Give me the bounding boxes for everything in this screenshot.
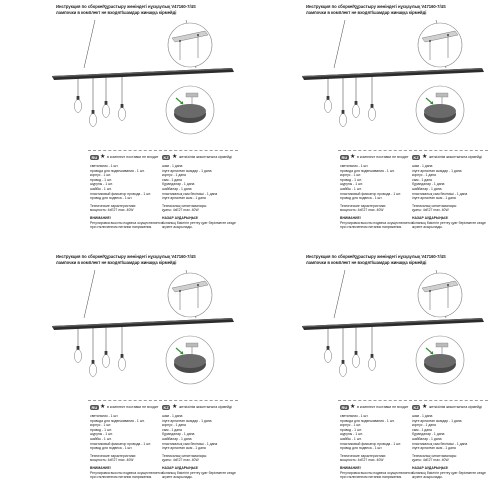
ru-tech-value: мощность: 4xE27 max. 40W xyxy=(90,458,134,463)
kz-tech-value: қуаты: 4xE27 max. 40W xyxy=(412,458,449,463)
kz-item: шам - 1 дана xyxy=(412,164,433,168)
kz-column xyxy=(162,164,236,230)
bulb-4 xyxy=(118,108,125,121)
kz-item: шам - 1 дана xyxy=(162,164,183,168)
kz-badge: KZ xyxy=(413,155,419,160)
ru-tech-label: Технические характеристики: xyxy=(340,453,387,458)
bulb-4 xyxy=(368,358,375,371)
kz-items-list xyxy=(412,414,486,451)
kz-column xyxy=(412,414,486,480)
ru-item: провода для подвешивания - 1 шт. xyxy=(340,418,395,423)
kz-warning-label: НАЗАР АУДАРЫҢЫЗ! xyxy=(412,465,449,470)
kz-legend: жеткізілім жиынтығына кірмейді xyxy=(429,155,482,159)
star-icon: ★ xyxy=(350,154,356,160)
kz-warning-line-2: жүзеге асырылады. xyxy=(162,225,193,230)
ru-tech-value: мощность: 4xE27 max. 40W xyxy=(340,458,384,463)
ru-item: шурупы - 1 шт. xyxy=(340,432,363,437)
ru-items-list xyxy=(340,164,413,201)
ru-item: корпус - 1 шт. xyxy=(340,173,362,178)
kz-badge: KZ xyxy=(163,155,169,160)
ru-warning-line-1: Регулировка высоты подвеса осуществляется xyxy=(340,220,413,225)
kz-item: ілуге арналған сымдар - 1 дана xyxy=(162,168,212,173)
ru-item: провод - 1 шт. xyxy=(340,427,362,432)
kz-warning-line-1: Аспаның биіктігін реттеу қуат берілмеген кезде xyxy=(412,220,486,225)
ru-tech-label: Технические характеристики: xyxy=(90,203,137,208)
kz-item: корпус - 1 дана xyxy=(412,173,436,178)
sheet-subtitle: лампочки в комплект не входят/шамдар жинаққа кірмейді xyxy=(56,260,177,265)
ru-item: провода для подвешивания - 1 шт. xyxy=(90,168,145,173)
kz-item: ілуге арналған сым - 1 дана xyxy=(412,446,456,451)
kz-item: шам - 1 дана xyxy=(162,414,183,418)
star-icon: ★ xyxy=(172,154,178,160)
kz-warning-line-2: жүзеге асырылады. xyxy=(412,475,443,480)
kz-legend: жеткізілім жиынтығына кірмейді xyxy=(429,405,482,409)
ru-warning-line-1: Регулировка высоты подвеса осуществляется xyxy=(340,470,413,475)
ru-warning-line-2: при отключенном питании напряжения. xyxy=(340,225,403,230)
ru-item: шайбы - 1 шт. xyxy=(90,436,112,441)
ru-item: пластиковый фиксатор провода - 1 шт. xyxy=(340,191,401,196)
star-icon: ★ xyxy=(422,154,428,160)
bulb-2 xyxy=(339,114,346,127)
ru-warning-label: ВНИМАНИЕ! xyxy=(90,215,111,220)
ru-item: провод для подвеса - 1 шт. xyxy=(90,196,133,201)
ru-item: провода для подвешивания - 1 шт. xyxy=(90,418,145,423)
ru-item: светильник - 1 шт. xyxy=(90,164,119,168)
kz-column xyxy=(162,414,236,480)
kz-warning-line-1: Аспаның биіктігін реттеу қуат берілмеген кезде xyxy=(162,470,236,475)
kz-warning-line-2: жүзеге асырылады. xyxy=(412,225,443,230)
kz-tech-label: Техникалық сипаттамалары: xyxy=(162,453,207,458)
ru-item: шайбы - 1 шт. xyxy=(340,436,362,441)
kz-item: бұрандалар - 1 дана xyxy=(162,182,195,187)
sheet-title: Инструкция по сборке/Құрастыру жөніндегі нұсқаулық V47160-7/4S xyxy=(56,4,196,9)
kz-item: бұрандалар - 1 дана xyxy=(412,432,445,437)
kz-item: сым - 1 дана xyxy=(412,427,432,432)
kz-item: шайбалар - 1 дана xyxy=(162,436,192,441)
bulb-3 xyxy=(102,105,109,118)
kz-warning-label: НАЗАР АУДАРЫҢЫЗ! xyxy=(162,465,199,470)
sheet-subtitle: лампочки в комплект не входят/шамдар жинаққа кірмейді xyxy=(306,260,427,265)
ru-item: корпус - 1 шт. xyxy=(90,173,112,178)
ru-item: пластиковый фиксатор провода - 1 шт. xyxy=(90,191,151,196)
kz-items-list xyxy=(412,164,486,201)
kz-warning-label: НАЗАР АУДАРЫҢЫЗ! xyxy=(162,215,199,220)
ru-warning-line-1: Регулировка высоты подвеса осуществляется xyxy=(90,220,163,225)
divider xyxy=(88,400,238,401)
bulb-1 xyxy=(324,350,331,363)
kz-tech-value: қуаты: 4xE27 max. 40W xyxy=(412,208,449,213)
mount-detail-circle xyxy=(418,273,462,317)
kz-item: шам - 1 дана xyxy=(412,414,433,418)
ru-item: шайбы - 1 шт. xyxy=(340,186,362,191)
kz-item: бұрандалар - 1 дана xyxy=(412,182,445,187)
bulb-3 xyxy=(102,355,109,368)
divider xyxy=(338,400,488,401)
bulb-2 xyxy=(89,364,96,377)
instruction-sheet xyxy=(0,0,250,250)
ru-item: светильник - 1 шт. xyxy=(340,164,369,168)
instruction-sheet xyxy=(250,250,500,500)
ru-item: пластиковый фиксатор провода - 1 шт. xyxy=(340,441,401,446)
star-icon: ★ xyxy=(100,404,106,410)
bulb-4 xyxy=(118,358,125,371)
ru-item: пластиковый фиксатор провода - 1 шт. xyxy=(90,441,151,446)
kz-item: пластикалық сым бекіткіші - 1 дана xyxy=(162,191,218,196)
kz-tech-label: Техникалық сипаттамалары: xyxy=(412,203,457,208)
ru-legend: в комплект поставки не входит xyxy=(357,405,409,409)
ru-column xyxy=(90,164,163,230)
star-icon: ★ xyxy=(422,404,428,410)
ru-item: корпус - 1 шт. xyxy=(90,423,112,428)
ru-warning-line-1: Регулировка высоты подвеса осуществляется xyxy=(90,470,163,475)
kz-tech-value: қуаты: 4xE27 max. 40W xyxy=(162,458,199,463)
kz-item: ілуге арналған сымдар - 1 дана xyxy=(412,168,462,173)
kz-item: сым - 1 дана xyxy=(412,177,432,182)
bulb-3 xyxy=(352,105,359,118)
bulb-2 xyxy=(339,364,346,377)
kz-item: сым - 1 дана xyxy=(162,427,182,432)
ru-badge: RU xyxy=(341,405,348,410)
kz-item: корпус - 1 дана xyxy=(162,423,186,428)
ru-column xyxy=(340,164,413,230)
kz-item: шайбалар - 1 дана xyxy=(412,436,442,441)
kz-warning-line-1: Аспаның биіктігін реттеу қуат берілмеген кезде xyxy=(162,220,236,225)
kz-item: пластикалық сым бекіткіші - 1 дана xyxy=(162,441,218,446)
star-icon: ★ xyxy=(172,404,178,410)
ru-legend: в комплект поставки не входит xyxy=(357,155,409,159)
sheet-subtitle: лампочки в комплект не входят/шамдар жинаққа кірмейді xyxy=(56,10,177,15)
kz-warning-label: НАЗАР АУДАРЫҢЫЗ! xyxy=(412,215,449,220)
ru-warning-line-2: при отключенном питании напряжения. xyxy=(90,475,153,480)
bulb-4 xyxy=(368,108,375,121)
ru-item: провод - 1 шт. xyxy=(90,427,112,432)
ru-items-list xyxy=(90,414,163,451)
ru-item: провод для подвеса - 1 шт. xyxy=(340,446,383,451)
ru-item: провода для подвешивания - 1 шт. xyxy=(340,168,395,173)
ru-item: провод - 1 шт. xyxy=(90,177,112,182)
ru-item: светильник - 1 шт. xyxy=(340,414,369,418)
ru-tech-label: Технические характеристики: xyxy=(90,453,137,458)
instruction-sheet xyxy=(250,0,500,250)
sheet-title: Инструкция по сборке/Құрастыру жөніндегі нұсқаулық V47160-7/4S xyxy=(306,254,446,259)
divider xyxy=(88,150,238,151)
bulb-2 xyxy=(89,114,96,127)
mount-detail-circle xyxy=(418,23,462,67)
kz-items-list xyxy=(162,164,236,201)
ru-badge: RU xyxy=(91,155,98,160)
kz-tech-value: қуаты: 4xE27 max. 40W xyxy=(162,208,199,213)
ru-tech-value: мощность: 4xE27 max. 40W xyxy=(340,208,384,213)
kz-warning-line-1: Аспаның биіктігін реттеу қуат берілмеген кезде xyxy=(412,470,486,475)
kz-item: ілуге арналған сым - 1 дана xyxy=(162,446,206,451)
star-icon: ★ xyxy=(350,404,356,410)
kz-item: ілуге арналған сым - 1 дана xyxy=(412,196,456,201)
ru-item: провод для подвеса - 1 шт. xyxy=(90,446,133,451)
ru-items-list xyxy=(340,414,413,451)
instruction-sheet xyxy=(0,250,250,500)
kz-item: корпус - 1 дана xyxy=(412,423,436,428)
ru-warning-line-2: при отключенном питании напряжения. xyxy=(340,475,403,480)
kz-badge: KZ xyxy=(413,405,419,410)
kz-legend: жеткізілім жиынтығына кірмейді xyxy=(179,155,232,159)
kz-item: шайбалар - 1 дана xyxy=(412,186,442,191)
ru-warning-label: ВНИМАНИЕ! xyxy=(90,465,111,470)
ru-item: шурупы - 1 шт. xyxy=(90,182,113,187)
kz-item: ілуге арналған сымдар - 1 дана xyxy=(412,418,462,423)
kz-item: ілуге арналған сымдар - 1 дана xyxy=(162,418,212,423)
kz-legend: жеткізілім жиынтығына кірмейді xyxy=(179,405,232,409)
kz-tech-label: Техникалық сипаттамалары: xyxy=(162,203,207,208)
ru-items-list xyxy=(90,164,163,201)
kz-item: пластикалық сым бекіткіші - 1 дана xyxy=(412,441,468,446)
kz-warning-line-2: жүзеге асырылады. xyxy=(162,475,193,480)
ru-item: шурупы - 1 шт. xyxy=(340,182,363,187)
sheet-title: Инструкция по сборке/Құрастыру жөніндегі нұсқаулық V47160-7/4S xyxy=(56,254,196,259)
ru-item: провод - 1 шт. xyxy=(340,177,362,182)
mount-detail-circle xyxy=(168,273,212,317)
ru-column xyxy=(90,414,163,480)
bulb-1 xyxy=(324,100,331,113)
kz-tech-label: Техникалық сипаттамалары: xyxy=(412,453,457,458)
sheet-title: Инструкция по сборке/Құрастыру жөніндегі нұсқаулық V47160-7/4S xyxy=(306,4,446,9)
kz-badge: KZ xyxy=(163,405,169,410)
kz-item: бұрандалар - 1 дана xyxy=(162,432,195,437)
ru-legend: в комплект поставки не входит xyxy=(107,155,159,159)
kz-item: ілуге арналған сым - 1 дана xyxy=(162,196,206,201)
bulb-1 xyxy=(74,350,81,363)
divider xyxy=(338,150,488,151)
ru-item: провод для подвеса - 1 шт. xyxy=(340,196,383,201)
ru-warning-line-2: при отключенном питании напряжения. xyxy=(90,225,153,230)
ru-item: корпус - 1 шт. xyxy=(340,423,362,428)
kz-item: сым - 1 дана xyxy=(162,177,182,182)
ru-column xyxy=(340,414,413,480)
kz-item: пластикалық сым бекіткіші - 1 дана xyxy=(412,191,468,196)
ru-badge: RU xyxy=(341,155,348,160)
ru-legend: в комплект поставки не входит xyxy=(107,405,159,409)
ru-item: светильник - 1 шт. xyxy=(90,414,119,418)
kz-column xyxy=(412,164,486,230)
ru-item: шурупы - 1 шт. xyxy=(90,432,113,437)
ru-tech-label: Технические характеристики: xyxy=(340,203,387,208)
ru-item: шайбы - 1 шт. xyxy=(90,186,112,191)
kz-item: шайбалар - 1 дана xyxy=(162,186,192,191)
bulb-1 xyxy=(74,100,81,113)
bulb-3 xyxy=(352,355,359,368)
ru-tech-value: мощность: 4xE27 max. 40W xyxy=(90,208,134,213)
ru-warning-label: ВНИМАНИЕ! xyxy=(340,215,361,220)
star-icon: ★ xyxy=(100,154,106,160)
sheet-subtitle: лампочки в комплект не входят/шамдар жинаққа кірмейді xyxy=(306,10,427,15)
ru-warning-label: ВНИМАНИЕ! xyxy=(340,465,361,470)
mount-detail-circle xyxy=(168,23,212,67)
kz-item: корпус - 1 дана xyxy=(162,173,186,178)
kz-items-list xyxy=(162,414,236,451)
ru-badge: RU xyxy=(91,405,98,410)
